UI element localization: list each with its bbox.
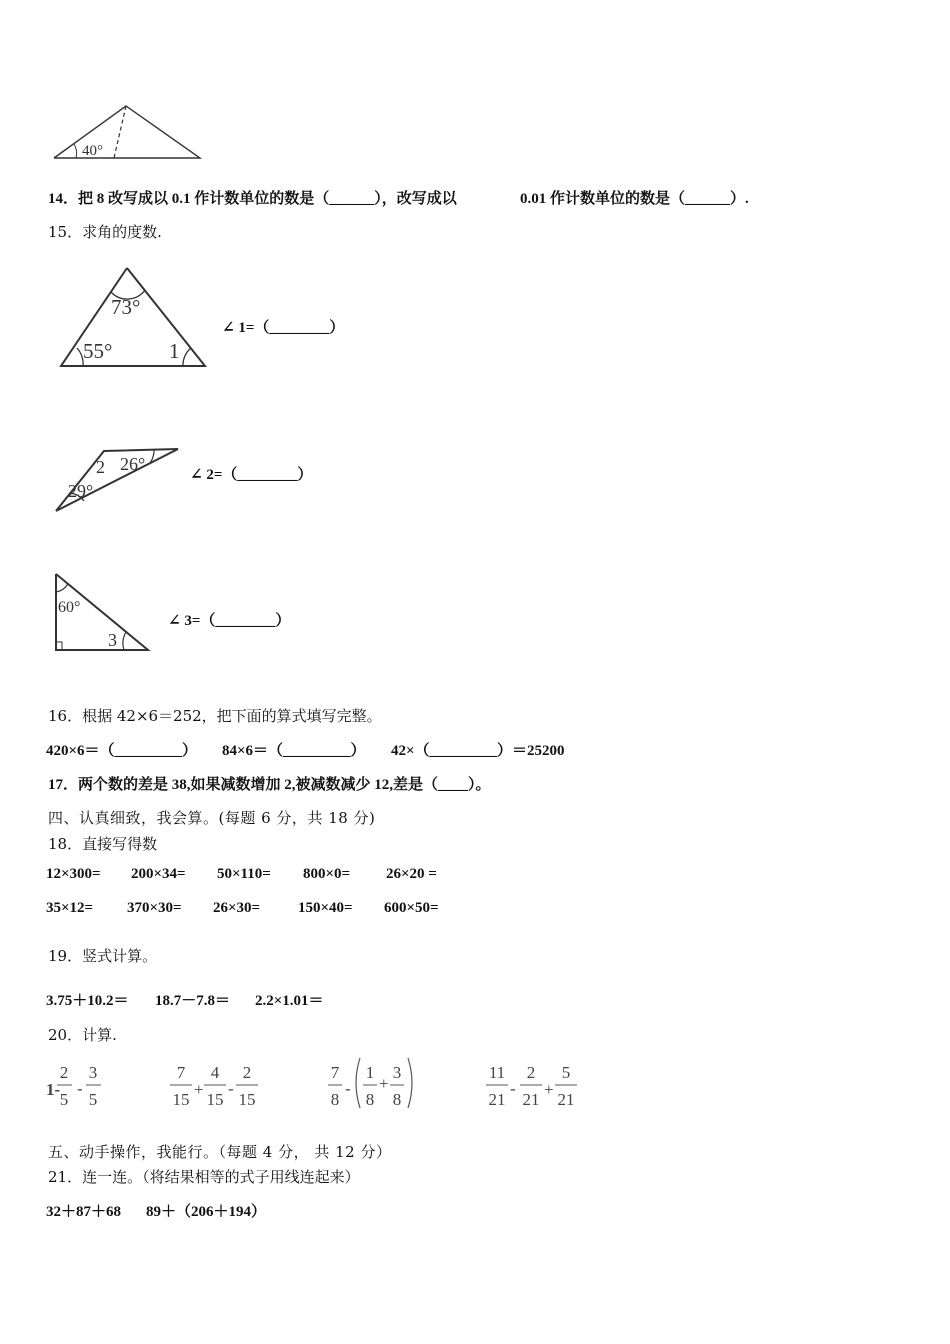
numerator: 3	[88, 1063, 98, 1082]
angle-label-55: 55°	[83, 339, 113, 363]
angle-label-73: 73°	[111, 295, 141, 319]
angle-label-26: 26°	[120, 454, 146, 474]
angle-label-3: 3	[108, 630, 117, 650]
numerator: 7	[330, 1063, 340, 1082]
angle-1-answer: ∠ 1=（________）	[222, 320, 345, 336]
question-16-title: 16．根据 42×6＝252，把下面的算式填写完整。	[48, 707, 382, 725]
denominator: 15	[172, 1090, 190, 1109]
q19-expr-2: 18.7－7.8＝	[155, 993, 231, 1009]
triangle-figure-15-2	[50, 443, 182, 515]
q20-expression-2	[168, 1058, 268, 1112]
question-17: 17．两个数的差是 38,如果减数增加 2,被减数减少 12,差是（____）。	[48, 777, 491, 793]
q18-r1-2: 200×34=	[131, 866, 186, 882]
angle-label-1: 1	[169, 339, 180, 363]
angle-3-answer: ∠ 3=（________）	[168, 613, 291, 629]
denominator: 5	[59, 1090, 69, 1109]
angle-label-2: 2	[96, 457, 105, 477]
q18-r1-3: 50×110=	[217, 866, 271, 882]
question-14-part1: 14．把 8 改写成以 0.1 作计数单位的数是（______），改写成以	[48, 191, 457, 207]
numerator: 2	[526, 1063, 536, 1082]
q20-expression-1	[44, 1058, 114, 1112]
operator: -	[345, 1079, 351, 1098]
question-14-part2: 0.01 作计数单位的数是（______）.	[520, 191, 749, 207]
numerator: 1	[365, 1063, 375, 1082]
q16-expr-2: 84×6＝（_________）	[222, 743, 366, 759]
q18-r2-4: 150×40=	[298, 900, 353, 916]
q18-r2-2: 370×30=	[127, 900, 182, 916]
lead-term: 1-	[46, 1080, 61, 1099]
denominator: 5	[88, 1090, 98, 1109]
numerator: 4	[210, 1063, 220, 1082]
triangle-figure-15-3	[50, 568, 154, 656]
denominator: 15	[206, 1090, 224, 1109]
q20-expression-3	[324, 1054, 420, 1112]
operator: +	[544, 1080, 554, 1099]
question-19-title: 19．竖式计算。	[48, 947, 158, 965]
denominator: 15	[238, 1090, 256, 1109]
q18-r1-4: 800×0=	[303, 866, 351, 882]
triangle-figure-15-1	[55, 262, 215, 374]
denominator: 21	[522, 1090, 540, 1109]
angle-label: 40°	[82, 143, 103, 159]
question-15-title: 15．求角的度数.	[48, 223, 162, 241]
operator: +	[194, 1080, 204, 1099]
denominator: 8	[330, 1090, 340, 1109]
section-4-title: 四、认真细致，我会算。(每题 6 分，共 18 分)	[48, 809, 376, 827]
q18-r1-1: 12×300=	[46, 866, 101, 882]
triangle-figure-13	[48, 100, 208, 166]
denominator: 8	[392, 1090, 402, 1109]
question-18-title: 18．直接写得数	[48, 835, 158, 853]
numerator: 2	[59, 1063, 69, 1082]
question-21-title: 21．连一连。（将结果相等的式子用线连起来）	[48, 1168, 360, 1186]
denominator: 21	[488, 1090, 506, 1109]
section-5-title: 五、动手操作，我能行。（每题 4 分， 共 12 分）	[48, 1143, 392, 1161]
q18-r2-1: 35×12=	[46, 900, 94, 916]
numerator: 2	[242, 1063, 252, 1082]
denominator: 21	[557, 1090, 575, 1109]
numerator: 7	[176, 1063, 186, 1082]
angle-2-answer: ∠ 2=（________）	[190, 467, 313, 483]
q18-r2-3: 26×30=	[213, 900, 261, 916]
q19-expr-3: 2.2×1.01＝	[255, 993, 324, 1009]
q21-expr-1: 32＋87＋68	[46, 1204, 122, 1220]
numerator: 3	[392, 1063, 402, 1082]
q18-r1-5: 26×20 =	[386, 866, 437, 882]
denominator: 8	[365, 1090, 375, 1109]
operator: -	[510, 1079, 516, 1098]
q16-expr-1: 420×6＝（_________）	[46, 743, 198, 759]
numerator: 11	[488, 1063, 506, 1082]
operator: +	[379, 1074, 389, 1093]
numerator: 5	[561, 1063, 571, 1082]
operator: -	[228, 1079, 234, 1098]
q19-expr-1: 3.75＋10.2＝	[46, 993, 129, 1009]
angle-label-29: 29°	[68, 481, 94, 501]
q18-r2-5: 600×50=	[384, 900, 439, 916]
operator: -	[77, 1079, 83, 1098]
q21-expr-2: 89＋（206＋194）	[146, 1204, 267, 1220]
angle-label-60: 60°	[58, 599, 81, 616]
q16-expr-3: 42×（_________）＝25200	[391, 743, 565, 759]
q20-expression-4	[484, 1058, 584, 1112]
question-20-title: 20．计算.	[48, 1026, 117, 1044]
